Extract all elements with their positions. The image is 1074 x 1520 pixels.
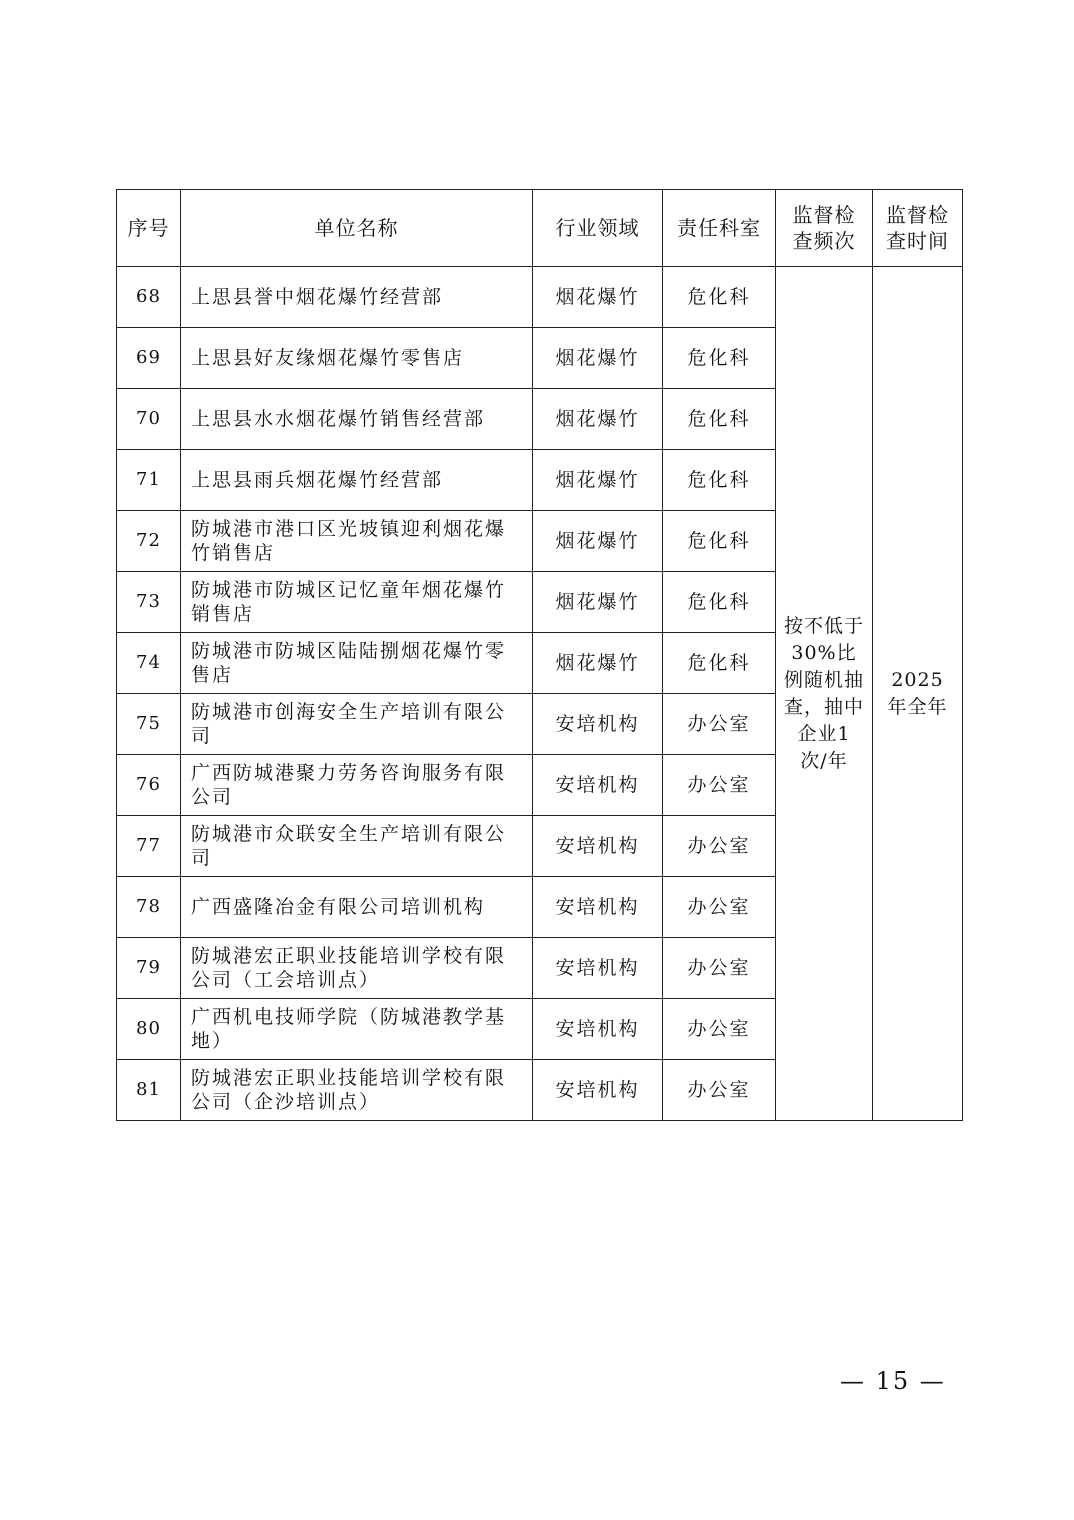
cell-industry-sector: 烟花爆竹 — [533, 328, 663, 389]
cell-unit-name: 防城港市创海安全生产培训有限公司 — [181, 694, 533, 755]
cell-unit-name: 防城港市港口区光坡镇迎利烟花爆竹销售店 — [181, 511, 533, 572]
cell-responsible-dept: 危化科 — [663, 267, 776, 328]
cell-serial-number: 70 — [117, 389, 181, 450]
header-inspection-frequency: 监督检查频次 — [776, 190, 873, 267]
page-number: — 15 — — [840, 1367, 946, 1395]
cell-unit-name: 上思县水水烟花爆竹销售经营部 — [181, 389, 533, 450]
cell-responsible-dept: 危化科 — [663, 389, 776, 450]
cell-unit-name: 防城港宏正职业技能培训学校有限公司（企沙培训点） — [181, 1060, 533, 1121]
cell-responsible-dept: 办公室 — [663, 877, 776, 938]
cell-industry-sector: 烟花爆竹 — [533, 267, 663, 328]
header-industry-sector: 行业领域 — [533, 190, 663, 267]
cell-inspection-frequency: 按不低于30%比例随机抽查，抽中企业1次/年 — [776, 267, 873, 1121]
cell-industry-sector: 安培机构 — [533, 938, 663, 999]
cell-unit-name: 防城港市防城区记忆童年烟花爆竹销售店 — [181, 572, 533, 633]
cell-industry-sector: 烟花爆竹 — [533, 572, 663, 633]
cell-responsible-dept: 危化科 — [663, 450, 776, 511]
cell-unit-name: 上思县雨兵烟花爆竹经营部 — [181, 450, 533, 511]
cell-industry-sector: 烟花爆竹 — [533, 633, 663, 694]
table-row — [117, 267, 963, 328]
cell-unit-name: 防城港市防城区陆陆捌烟花爆竹零售店 — [181, 633, 533, 694]
cell-serial-number: 72 — [117, 511, 181, 572]
cell-responsible-dept: 危化科 — [663, 511, 776, 572]
header-serial-number: 序号 — [117, 190, 181, 267]
header-inspection-time: 监督检查时间 — [873, 190, 963, 267]
cell-serial-number: 76 — [117, 755, 181, 816]
cell-industry-sector: 烟花爆竹 — [533, 389, 663, 450]
cell-responsible-dept: 办公室 — [663, 755, 776, 816]
cell-industry-sector: 安培机构 — [533, 1060, 663, 1121]
cell-industry-sector: 安培机构 — [533, 755, 663, 816]
cell-industry-sector: 烟花爆竹 — [533, 450, 663, 511]
header-responsible-dept: 责任科室 — [663, 190, 776, 267]
cell-unit-name: 上思县好友缘烟花爆竹零售店 — [181, 328, 533, 389]
cell-serial-number: 80 — [117, 999, 181, 1060]
cell-unit-name: 防城港宏正职业技能培训学校有限公司（工会培训点） — [181, 938, 533, 999]
cell-serial-number: 81 — [117, 1060, 181, 1121]
cell-responsible-dept: 危化科 — [663, 328, 776, 389]
cell-unit-name: 防城港市众联安全生产培训有限公司 — [181, 816, 533, 877]
cell-serial-number: 68 — [117, 267, 181, 328]
inspection-table-container — [116, 189, 962, 1121]
cell-industry-sector: 安培机构 — [533, 816, 663, 877]
cell-responsible-dept: 办公室 — [663, 938, 776, 999]
table-header-row — [117, 190, 963, 267]
cell-responsible-dept: 危化科 — [663, 633, 776, 694]
cell-unit-name: 上思县誉中烟花爆竹经营部 — [181, 267, 533, 328]
cell-inspection-time: 2025年全年 — [873, 267, 963, 1121]
cell-industry-sector: 安培机构 — [533, 694, 663, 755]
cell-unit-name: 广西盛隆冶金有限公司培训机构 — [181, 877, 533, 938]
cell-responsible-dept: 危化科 — [663, 572, 776, 633]
cell-responsible-dept: 办公室 — [663, 694, 776, 755]
cell-industry-sector: 烟花爆竹 — [533, 511, 663, 572]
header-unit-name: 单位名称 — [181, 190, 533, 267]
cell-serial-number: 75 — [117, 694, 181, 755]
cell-serial-number: 73 — [117, 572, 181, 633]
cell-serial-number: 71 — [117, 450, 181, 511]
cell-industry-sector: 安培机构 — [533, 999, 663, 1060]
cell-responsible-dept: 办公室 — [663, 816, 776, 877]
cell-serial-number: 79 — [117, 938, 181, 999]
cell-unit-name: 广西机电技师学院（防城港教学基地） — [181, 999, 533, 1060]
cell-serial-number: 78 — [117, 877, 181, 938]
cell-responsible-dept: 办公室 — [663, 1060, 776, 1121]
cell-industry-sector: 安培机构 — [533, 877, 663, 938]
cell-serial-number: 77 — [117, 816, 181, 877]
cell-serial-number: 69 — [117, 328, 181, 389]
cell-serial-number: 74 — [117, 633, 181, 694]
cell-unit-name: 广西防城港聚力劳务咨询服务有限公司 — [181, 755, 533, 816]
inspection-table — [116, 189, 963, 1121]
cell-responsible-dept: 办公室 — [663, 999, 776, 1060]
